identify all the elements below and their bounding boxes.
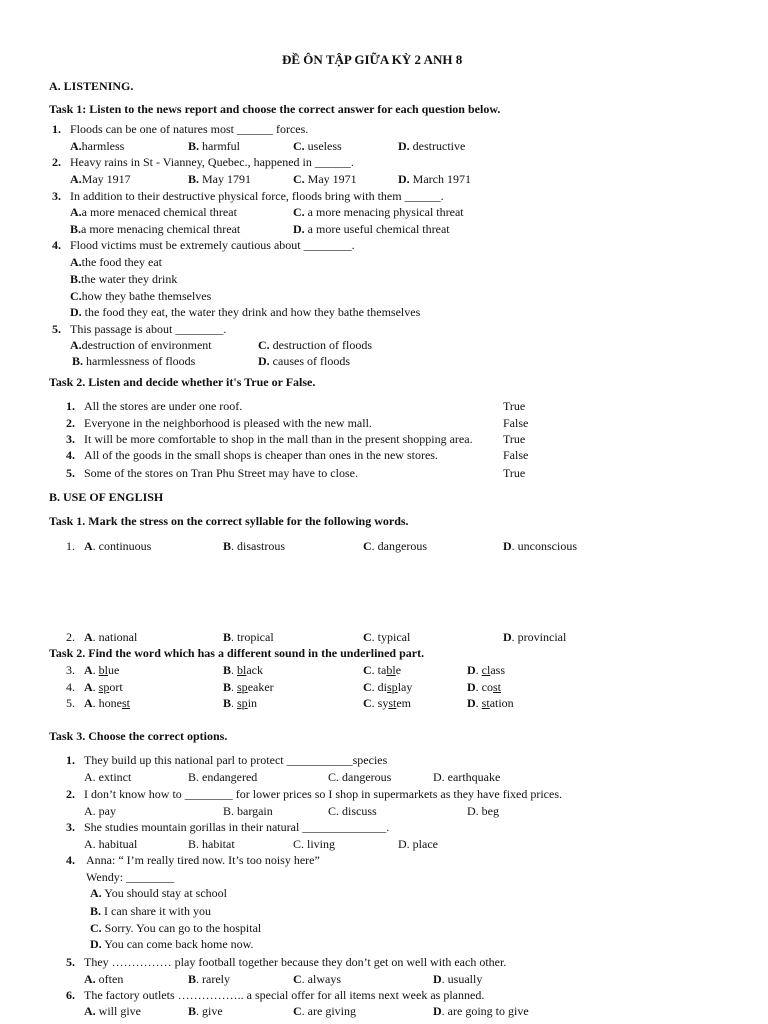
question-number: 5. <box>66 696 75 710</box>
answer-option: C. are giving <box>293 1004 356 1018</box>
answer-option: B. May 1791 <box>188 172 252 186</box>
question-number: 3. <box>52 189 61 203</box>
document-title: ĐỀ ÔN TẬP GIỮA KỲ 2 ANH 8 <box>282 52 463 67</box>
question-number: 5. <box>66 955 75 969</box>
answer-option: C. Sorry. You can go to the hospital <box>90 921 262 935</box>
answer-option: A. habitual <box>84 837 138 851</box>
answer-option: C. living <box>293 837 336 851</box>
answer-option: A. You should stay at school <box>90 886 228 900</box>
answer-option: C. always <box>293 972 341 986</box>
answer-option: B. rarely <box>188 972 230 986</box>
task1-heading: Task 1: Listen to the news report and choose the correct answer for each question below. <box>49 102 501 116</box>
answer-option: A. blue <box>84 663 120 677</box>
answer-option: D. March 1971 <box>398 172 471 186</box>
answer-option: D. destructive <box>398 139 466 153</box>
answer-option: B. give <box>188 1004 223 1018</box>
answer-option: B.a more menacing chemical threat <box>70 222 241 236</box>
answer-option: A.the food they eat <box>70 255 162 269</box>
answer-option: A.May 1917 <box>70 172 131 186</box>
answer-option: C. discuss <box>328 804 377 818</box>
tf-item-answer: False <box>503 448 529 462</box>
answer-option: C. dangerous <box>328 770 392 784</box>
answer-option: D. provincial <box>503 630 567 644</box>
answer-option: C. a more menacing physical threat <box>293 205 464 219</box>
answer-option: A. sport <box>84 680 123 694</box>
question-text: They build up this national parl to protect ___________species <box>84 753 388 767</box>
answer-option: A. continuous <box>84 539 152 553</box>
question-number: 5. <box>52 322 61 336</box>
answer-option: C. system <box>363 696 412 710</box>
answer-option: C. May 1971 <box>293 172 357 186</box>
answer-option: D. a more useful chemical threat <box>293 222 450 236</box>
answer-option: D. unconscious <box>503 539 577 553</box>
answer-option: B. harmlessness of floods <box>72 354 196 368</box>
answer-option: B. harmful <box>188 139 241 153</box>
answer-option: C.how they bathe themselves <box>70 289 212 303</box>
answer-option: D. place <box>398 837 438 851</box>
question-text: Anna: “ I’m really tired now. It’s too noisy here” <box>86 853 320 867</box>
tf-item-answer: True <box>503 432 526 446</box>
answer-option: B.the water they drink <box>70 272 178 286</box>
tf-item-number: 1. <box>66 399 75 413</box>
answer-option: C. dangerous <box>363 539 427 553</box>
options-task-heading: Task 3. Choose the correct options. <box>49 729 228 743</box>
answer-option: C. useless <box>293 139 342 153</box>
answer-option: A.a more menaced chemical threat <box>70 205 237 219</box>
question-number: 1. <box>66 753 75 767</box>
answer-option: A. will give <box>84 1004 141 1018</box>
answer-option: B. bargain <box>223 804 273 818</box>
answer-option: C. typical <box>363 630 411 644</box>
stress-task-heading: Task 1. Mark the stress on the correct syllable for the following words. <box>49 514 409 528</box>
dialogue-prompt: Wendy: ________ <box>86 870 175 884</box>
answer-option: B. black <box>223 663 264 677</box>
answer-option: D. usually <box>433 972 483 986</box>
answer-option: A.destruction of environment <box>70 338 212 352</box>
question-number: 3. <box>66 820 75 834</box>
tf-item-statement: It will be more comfortable to shop in the mall than in the present shopping area. <box>84 432 473 446</box>
answer-option: D. are going to give <box>433 1004 529 1018</box>
tf-item-statement: Everyone in the neighborhood is pleased with the new mall. <box>84 416 372 430</box>
answer-option: D. causes of floods <box>258 354 350 368</box>
tf-item-number: 2. <box>66 416 75 430</box>
answer-option: C. table <box>363 663 402 677</box>
answer-option: A. national <box>84 630 138 644</box>
answer-option: B. endangered <box>188 770 258 784</box>
tf-item-number: 4. <box>66 448 75 462</box>
question-number: 6. <box>66 988 75 1002</box>
question-number: 1. <box>52 122 61 136</box>
question-number: 2. <box>52 155 61 169</box>
tf-item-answer: True <box>503 399 526 413</box>
question-number: 4. <box>66 853 75 867</box>
section-a-heading: A. LISTENING. <box>49 79 134 93</box>
answer-option: B. speaker <box>223 680 274 694</box>
answer-option: B. habitat <box>188 837 235 851</box>
tf-item-statement: Some of the stores on Tran Phu Street may have to close. <box>84 466 358 480</box>
answer-option: D. earthquake <box>433 770 501 784</box>
answer-option: A. honest <box>84 696 131 710</box>
question-text: Heavy rains in St - Vianney, Quebec., happened in ______. <box>70 155 354 169</box>
question-number: 2. <box>66 630 75 644</box>
tf-item-statement: All the stores are under one roof. <box>84 399 243 413</box>
answer-option: D. class <box>467 663 506 677</box>
answer-option: D. station <box>467 696 514 710</box>
answer-option: A. pay <box>84 804 116 818</box>
tf-item-answer: True <box>503 466 526 480</box>
question-text: They …………… play football together because they don’t get on well with each other. <box>84 955 507 969</box>
answer-option: D. You can come back home now. <box>90 937 254 951</box>
answer-option: B. I can share it with you <box>90 904 211 918</box>
question-text: Flood victims must be extremely cautious about ________. <box>70 238 355 252</box>
question-text: The factory outlets …………….. a special offer for all items next week as planned. <box>84 988 485 1002</box>
section-b-heading: B. USE OF ENGLISH <box>49 490 164 504</box>
question-text: In addition to their destructive physical force, floods bring with them ______. <box>70 189 444 203</box>
answer-option: C. display <box>363 680 413 694</box>
question-number: 4. <box>52 238 61 252</box>
task2-heading: Task 2. Listen and decide whether it's True or False. <box>49 375 316 389</box>
question-number: 3. <box>66 663 75 677</box>
answer-option: D. cost <box>467 680 502 694</box>
tf-item-answer: False <box>503 416 529 430</box>
question-text: She studies mountain gorillas in their natural ______________. <box>84 820 390 834</box>
answer-option: D. beg <box>467 804 499 818</box>
answer-option: B. disastrous <box>223 539 286 553</box>
question-text: Floods can be one of natures most ______ forces. <box>70 122 309 136</box>
question-number: 2. <box>66 787 75 801</box>
answer-option: D. the food they eat, the water they drink and how they bathe themselves <box>70 305 421 319</box>
question-text: This passage is about ________. <box>70 322 227 336</box>
answer-option: B. spin <box>223 696 258 710</box>
answer-option: A. extinct <box>84 770 132 784</box>
answer-option: A.harmless <box>70 139 125 153</box>
question-number: 1. <box>66 539 75 553</box>
tf-item-number: 3. <box>66 432 75 446</box>
question-number: 4. <box>66 680 75 694</box>
tf-item-number: 5. <box>66 466 75 480</box>
question-text: I don’t know how to ________ for lower prices so I shop in supermarkets as they have fixed prices. <box>84 787 563 801</box>
sound-task-heading: Task 2. Find the word which has a different sound in the underlined part. <box>49 646 425 660</box>
answer-option: B. tropical <box>223 630 274 644</box>
tf-item-statement: All of the goods in the small shops is cheaper than ones in the new stores. <box>84 448 438 462</box>
answer-option: A. often <box>84 972 124 986</box>
answer-option: C. destruction of floods <box>258 338 372 352</box>
